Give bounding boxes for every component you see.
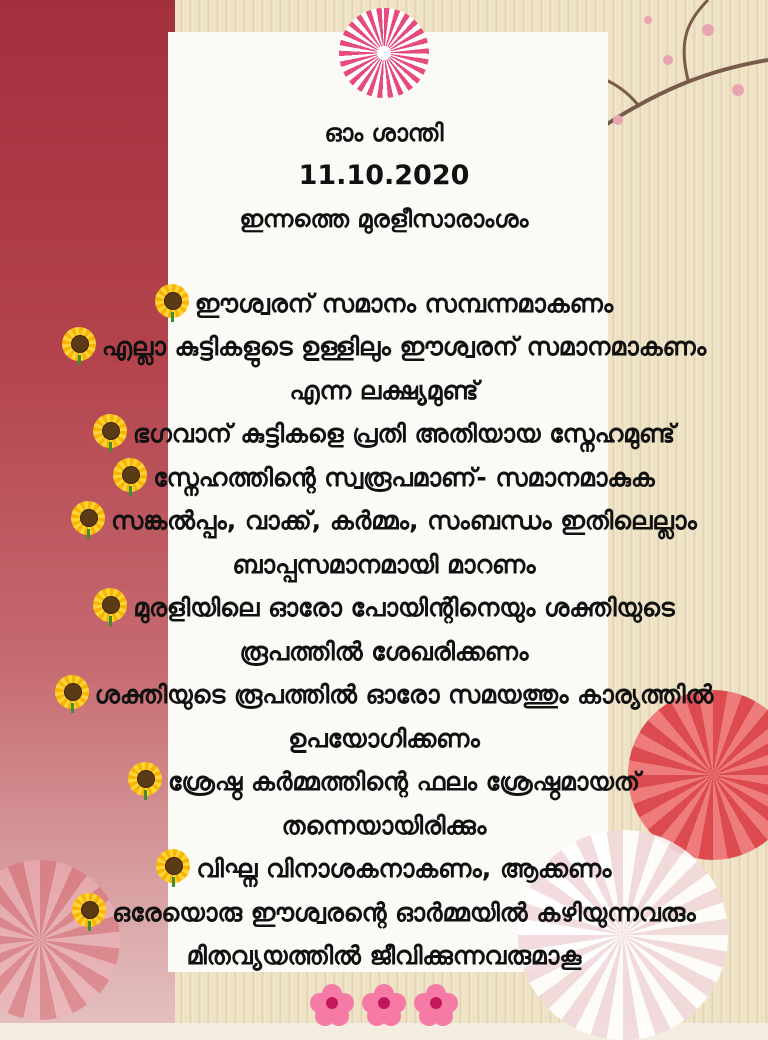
point-6: മുരളിയിലെ ഓരോ പോയിന്റിനെയും ശക്തിയുടെ xyxy=(0,586,768,630)
point-3: ഭഗവാന് കുട്ടികളെ പ്രതി അതിയായ സ്നേഹമുണ്ട് xyxy=(0,412,768,456)
sunflower-icon xyxy=(113,458,147,492)
point-7: ശക്തിയുടെ രൂപത്തിൽ ഓരോ സമയത്തും കാര്യത്തിൽ xyxy=(0,673,768,717)
point-10: ഒരേയൊരു ഈശ്വരന്റെ ഓർമ്മയിൽ കഴിയുന്നവരും xyxy=(0,891,768,935)
hibiscus-icon xyxy=(310,984,354,1024)
sunflower-icon xyxy=(155,284,189,318)
point-1: ഈശ്വരന് സമാനം സമ്പന്നമാകണം xyxy=(0,282,768,326)
sunflower-icon xyxy=(128,762,162,796)
point-9: വിഘ്ന വിനാശകനാകണം, ആക്കണം xyxy=(0,847,768,891)
point-4: സ്നേഹത്തിന്റെ സ്വരൂപമാണ്- സമാനമാകുക xyxy=(0,456,768,500)
sunflower-icon xyxy=(55,675,89,709)
sunflower-icon xyxy=(72,893,106,927)
sunflower-icon xyxy=(93,588,127,622)
point-5: സങ്കൽപ്പം, വാക്ക്, കർമ്മം, സംബന്ധം ഇതിലെല്ലാം xyxy=(0,499,768,543)
subtitle-text: ഇന്നത്തെ മുരളീസാരാംശം xyxy=(239,204,529,233)
sunflower-icon xyxy=(62,327,96,361)
sunflower-icon xyxy=(156,849,190,883)
sunflower-icon xyxy=(71,501,105,535)
hibiscus-footer xyxy=(0,984,768,1025)
hibiscus-icon xyxy=(414,984,458,1024)
umbrella-top-icon xyxy=(339,8,429,98)
point-5-cont: ബാപ്പസമാനമായി മാറണം xyxy=(232,549,536,579)
point-7-cont: ഉപയോഗിക്കണം xyxy=(288,723,480,753)
greeting-title: ഓം ശാന്തി xyxy=(324,119,444,147)
point-8: ശ്രേഷ്ഠ കർമ്മത്തിന്റെ ഫലം ശ്രേഷ്ഠമായത് xyxy=(0,760,768,804)
date-text: 11.10.2020 xyxy=(298,160,470,191)
point-2-cont: എന്ന ലക്ഷ്യമുണ്ട് xyxy=(289,375,479,405)
hibiscus-icon xyxy=(362,984,406,1024)
point-6-cont: രൂപത്തിൽ ശേഖരിക്കണം xyxy=(239,636,529,666)
point-2: എല്ലാ കുട്ടികളുടെ ഉള്ളിലും ഈശ്വരന് സമാനമാകണം xyxy=(0,325,768,369)
point-8-cont: തന്നെയായിരിക്കും xyxy=(281,810,487,840)
point-10-cont: മിതവ്യയത്തിൽ ജീവിക്കുന്നവരുമാകൂ xyxy=(186,941,582,970)
sunflower-icon xyxy=(93,414,127,448)
message-content xyxy=(0,112,768,1024)
